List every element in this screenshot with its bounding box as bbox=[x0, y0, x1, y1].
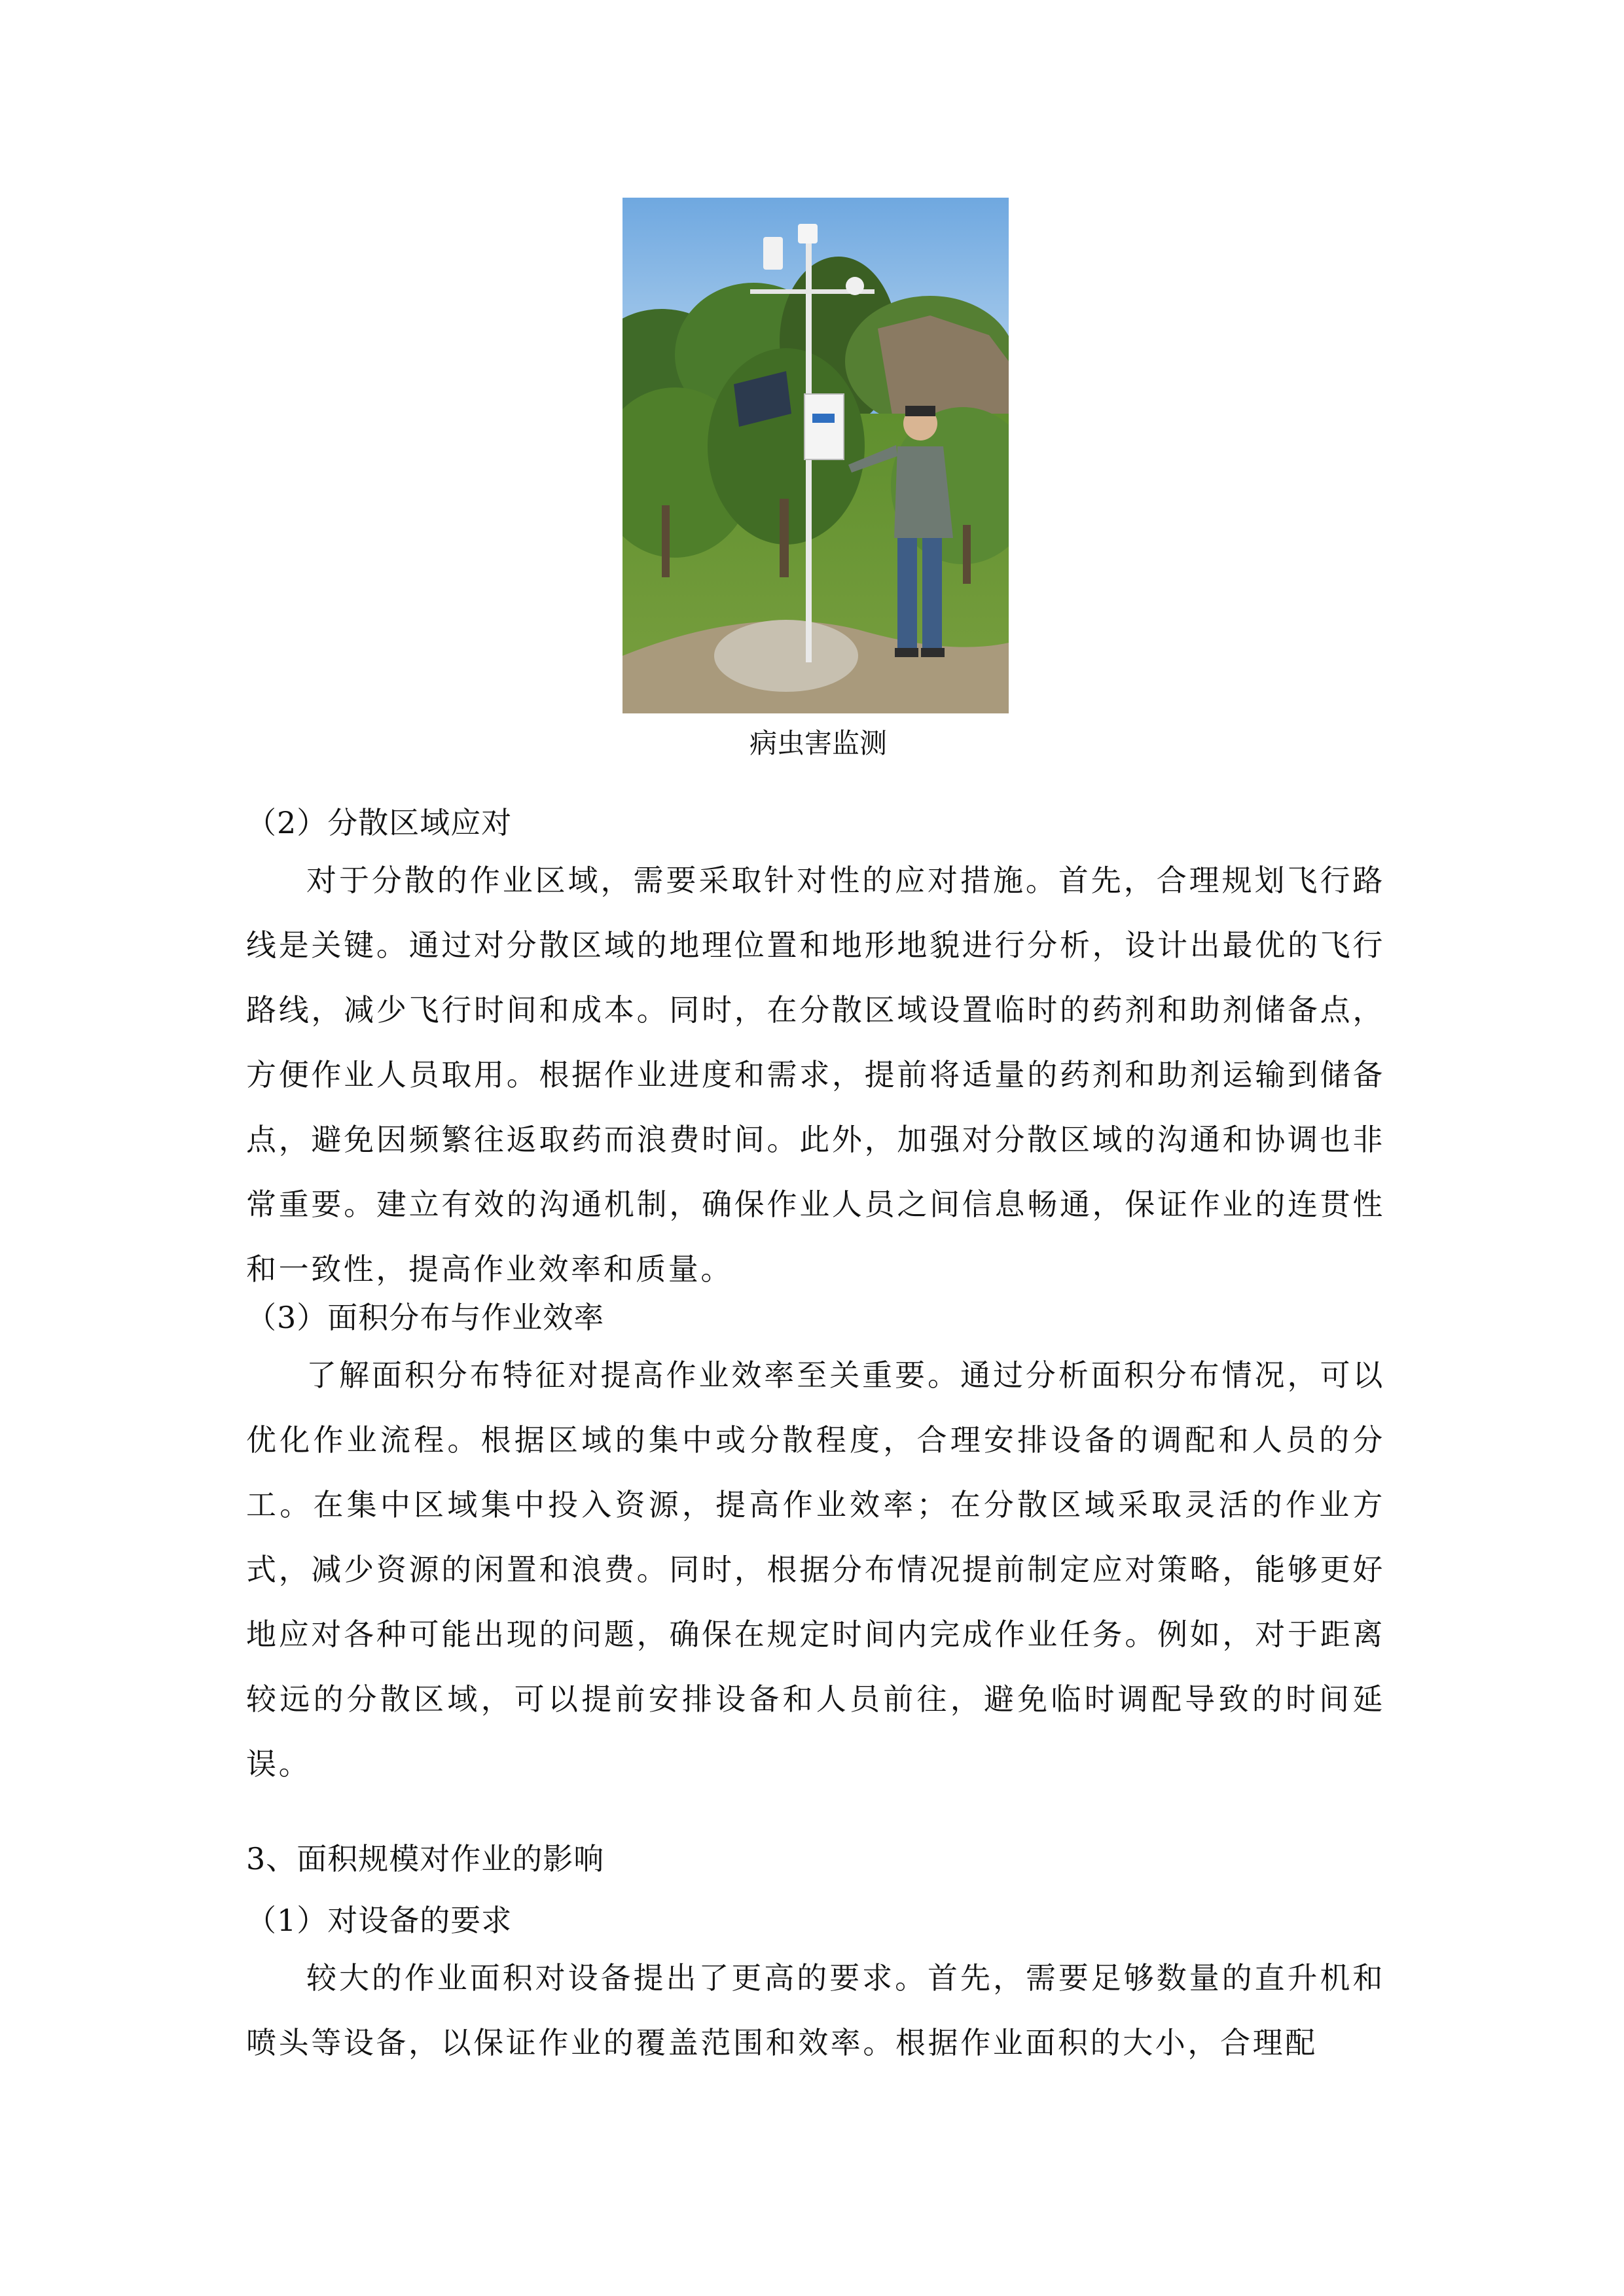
section-heading-area-distribution: （3）面积分布与作业效率 bbox=[246, 1300, 605, 1335]
pest-monitoring-photo bbox=[623, 198, 1009, 713]
section-body-area-distribution: 了解面积分布特征对提高作业效率至关重要。通过分析面积分布情况，可以优化作业流程。根据区域的集中或分散程度，合理安排设备的调配和人员的分工。在集中区域集中投入资源，提高作业效率；在分散区域采取灵活的作业方式，减少资源的闲置和浪费。同时，根据分布情况提前制定应对策略，能够更好地应对各种可能出现的问题，确保在规定时间内完成作业任务。例如，对于距离较远的分散区域，可以提前安排设备和人员前往，避免临时调配导致的时间延误。 bbox=[246, 1357, 1385, 1782]
figure-caption: 病虫害监测 bbox=[749, 727, 887, 759]
section-heading-scattered-areas: （2）分散区域应对 bbox=[246, 805, 513, 840]
chapter-heading-area-scale: 3、面积规模对作业的影响 bbox=[246, 1841, 605, 1876]
section-body-equipment: 较大的作业面积对设备提出了更高的要求。首先，需要足够数量的直升机和喷头等设备，以保证作业的覆盖范围和效率。根据作业面积的大小，合理配 bbox=[246, 1960, 1385, 2060]
weather-station-photo-icon bbox=[623, 198, 1009, 713]
section-body-scattered-areas: 对于分散的作业区域，需要采取针对性的应对措施。首先，合理规划飞行路线是关键。通过对分散区域的地理位置和地形地貌进行分析，设计出最优的飞行路线，减少飞行时间和成本。同时，在分散区域设置临时的药剂和助剂储备点，方便作业人员取用。根据作业进度和需求，提前将适量的药剂和助剂运输到储备点，避免因频繁往返取药而浪费时间。此外，加强对分散区域的沟通和协调也非常重要。建立有效的沟通机制，确保作业人员之间信息畅通，保证作业的连贯性和一致性，提高作业效率和质量。 bbox=[246, 863, 1385, 1287]
section-heading-equipment: （1）对设备的要求 bbox=[246, 1903, 513, 1938]
